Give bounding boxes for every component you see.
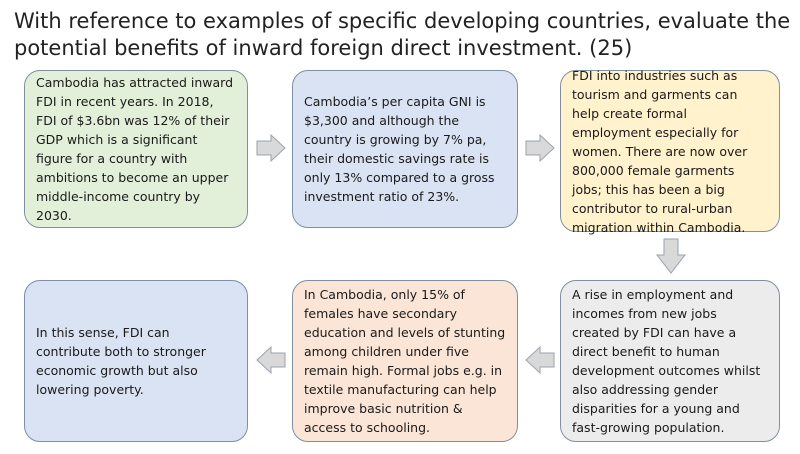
arrow-right-icon [256,134,286,162]
arrow-left-icon [525,346,555,374]
box-education-nutrition [292,280,518,442]
arrow-left-icon [256,346,286,374]
box-formal-employment [560,67,780,235]
page-title: With reference to examples of specific developing countries, evaluate the potential benefits of inward foreign direct investment. (25) [14,9,791,60]
arrow-down-icon [656,238,686,274]
box-text: Cambodia has attracted inward FDI in recent years. In 2018, FDI of $3.6bn was 12% of their GDP which is a significant figure for a country with ambitions to become an upper middle-income country by 2030. [36,75,234,223]
box-text: In this sense, FDI can contribute both to stronger economic growth but also lowering poverty. [36,325,206,397]
box-savings-gap [292,70,518,228]
box-text: A rise in employment and incomes from new jobs created by FDI can have a direct benefit to human development outcomes whilst also addressing gender disparities for a young and fast-growing population. [572,287,761,435]
arrow-right-icon [525,134,555,162]
box-human-development [560,280,780,442]
box-text: FDI into industries such as tourism and garments can help create formal employment especially for women. There are now over 800,000 female garments jobs; this has been a big contributor to rural-urban migration within Cambodia. [572,67,748,235]
box-conclusion [24,280,248,442]
box-text: In Cambodia, only 15% of females have secondary education and levels of stunting among children under five remain high. Formal jobs e.g. in textile manufacturing can help improve basic nutrition & access to schooling. [304,287,506,435]
box-cambodia-fdi-overview [24,70,248,228]
box-text: Cambodia’s per capita GNI is $3,300 and although the country is growing by 7% pa, their domestic savings rate is only 13% compared to a gross investment ratio of 23%. [304,94,495,204]
